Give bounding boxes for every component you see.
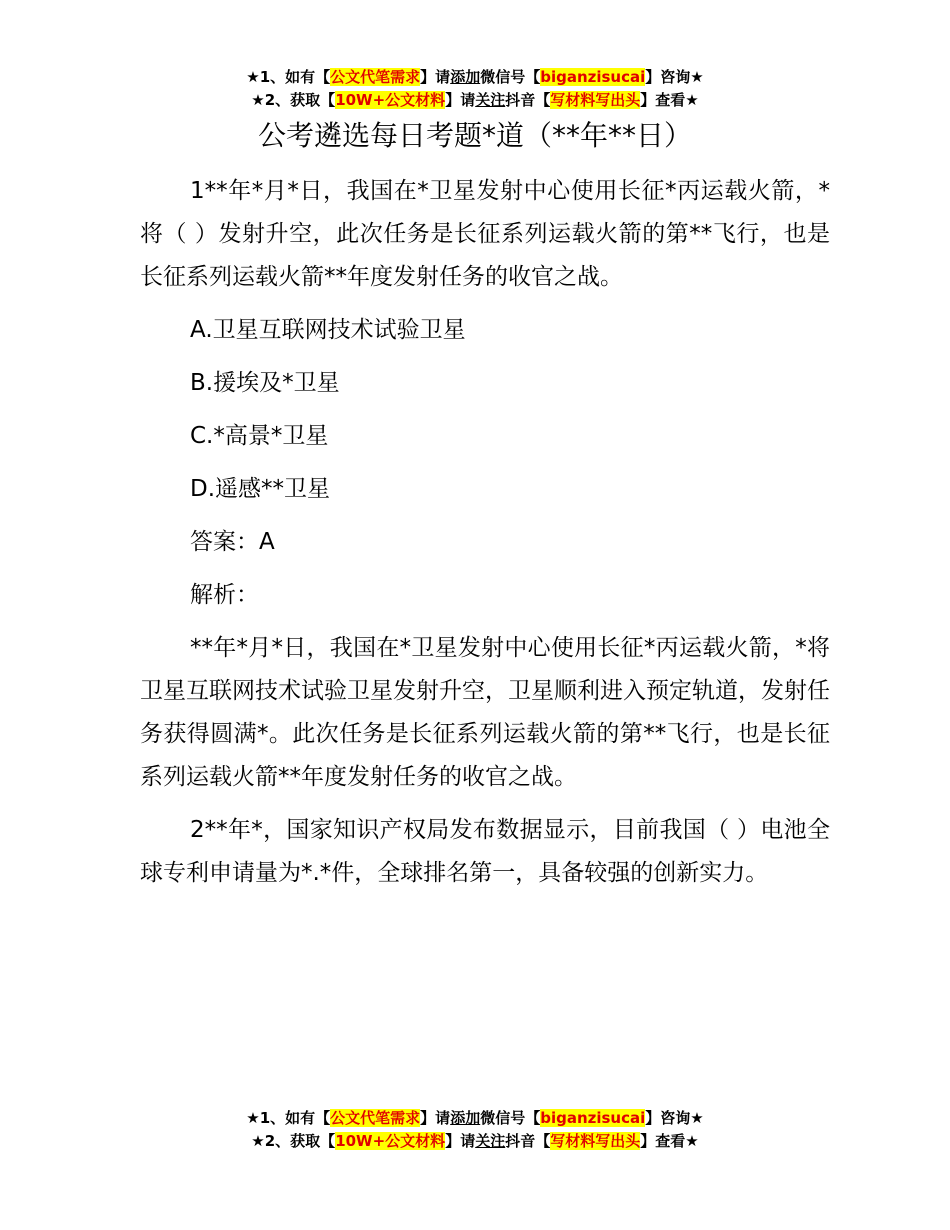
question-1-analysis: **年*月*日，我国在*卫星发射中心使用长征*丙运载火箭，*将卫星互联网技术试验卫星发射升空，卫星顺利进入预定轨道，发射任务获得圆满*。此次任务是长征系列运载火箭的第**飞行，也是长征系列运载火箭**年度发射任务的收官之战。: [140, 635, 830, 790]
question-1-stem: 1**年*月*日，我国在*卫星发射中心使用长征*丙运载火箭，*将（ ）发射升空，此次任务是长征系列运载火箭的第**飞行，也是长征系列运载火箭**年度发射任务的收官之战。: [140, 178, 830, 290]
footer-highlight-materials: 10W+公文材料: [335, 1132, 446, 1150]
footer-line-2: ★2、获取【10W+公文材料】请关注抖音【写材料写出头】查看★: [251, 1132, 699, 1150]
footer-highlight-wechat-id: biganzisucai: [540, 1109, 646, 1127]
highlight-materials: 10W+公文材料: [335, 91, 446, 109]
footer-line-1: ★1、如有【公文代笔需求】请添加微信号【biganzisucai】咨询★: [246, 1109, 704, 1127]
footer-highlight-douyin-id: 写材料写出头: [550, 1132, 641, 1150]
question-1-answer: 答案：A: [190, 529, 275, 555]
question-2-stem: 2**年*，国家知识产权局发布数据显示，目前我国（ ）电池全球专利申请量为*.*件，全球排名第一，具备较强的创新实力。: [140, 817, 830, 886]
question-1-option-d: D.遥感**卫星: [190, 476, 331, 502]
page-title: 公考遴选每日考题*道（**年**日）: [257, 119, 692, 152]
header-banner: [0, 66, 950, 112]
question-1-analysis-label: 解析：: [190, 582, 259, 608]
banner-line-1: ★1、如有【公文代笔需求】请添加微信号【biganzisucai】咨询★: [246, 68, 704, 86]
highlight-wechat-id: biganzisucai: [540, 68, 646, 86]
highlight-service: 公文代笔需求: [330, 68, 421, 86]
question-1-option-c: C.*高景*卫星: [190, 423, 329, 449]
highlight-douyin-id: 写材料写出头: [550, 91, 641, 109]
question-1-option-a: A.卫星互联网技术试验卫星: [190, 317, 466, 343]
banner-line-2: ★2、获取【10W+公文材料】请关注抖音【写材料写出头】查看★: [251, 91, 699, 109]
question-1-option-b: B.援埃及*卫星: [190, 370, 340, 396]
footer-banner: [0, 1107, 950, 1153]
document-body: [140, 170, 830, 905]
footer-highlight-service: 公文代笔需求: [330, 1109, 421, 1127]
